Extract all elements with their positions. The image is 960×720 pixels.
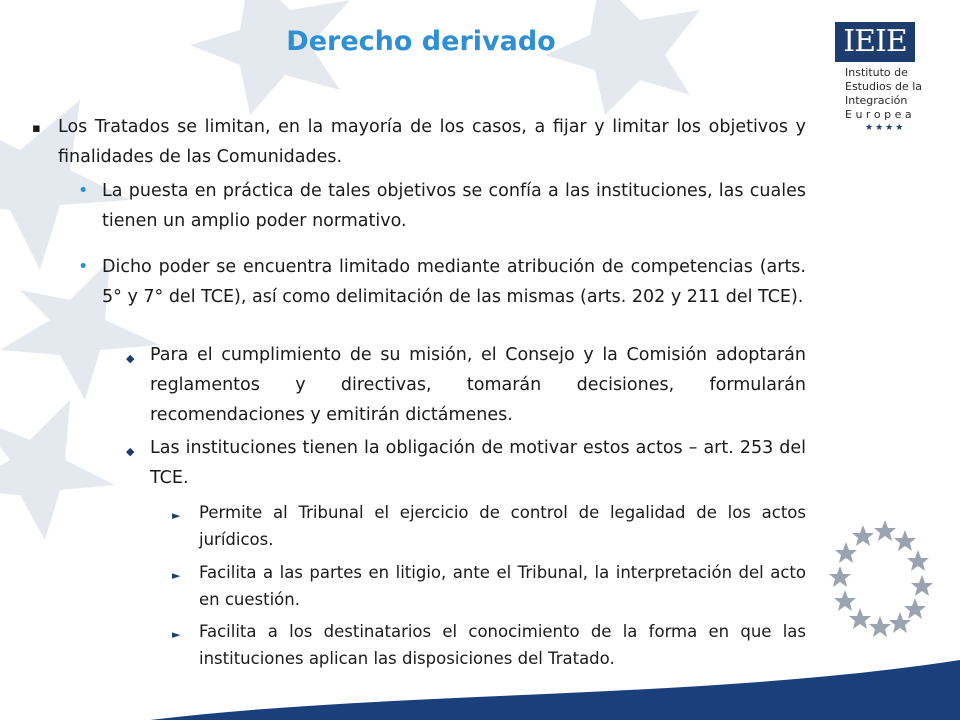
ring-star xyxy=(907,550,929,571)
square-bullet-icon: ▪ xyxy=(32,121,41,136)
list-item: Para el cumplimiento de su misión, el Consejo y la Comisión adoptarán reglamentos y directivas, tomarán decisiones, formularán recomendaciones y emitirán dictámenes. xyxy=(150,345,806,425)
watermark-star xyxy=(545,0,700,115)
ring-star xyxy=(869,616,891,637)
ring-star xyxy=(849,608,871,629)
triangle-bullet-icon: ► xyxy=(172,569,181,582)
logo-text xyxy=(835,66,925,122)
list-item: Permite al Tribunal el ejercicio de control de legalidad de los actos jurídicos. xyxy=(199,503,806,549)
ring-star xyxy=(894,530,916,551)
logo-line: Integración xyxy=(845,94,908,107)
diamond-bullet-icon: ◆ xyxy=(126,352,135,365)
ring-star xyxy=(911,575,933,596)
ring-star xyxy=(835,542,857,563)
triangle-bullet-icon: ► xyxy=(172,628,181,641)
diamond-bullet-icon: ◆ xyxy=(126,445,135,458)
list-item: Facilita a las partes en litigio, ante el Tribunal, la interpretación del acto en cuestión. xyxy=(199,563,806,609)
logo-line: Instituto de xyxy=(845,66,908,79)
logo-line: Estudios de la xyxy=(845,80,923,93)
ring-star xyxy=(874,520,896,541)
list-item: Dicho poder se encuentra limitado mediante atribución de competencias (arts. 5° y 7° del TCE), así como delimitación de las mismas (arts. 202 y 211 del TCE). xyxy=(102,257,806,307)
ring-star xyxy=(829,566,851,587)
watermark-star xyxy=(0,400,115,540)
dot-bullet-icon: • xyxy=(78,181,89,201)
ring-star xyxy=(852,525,874,546)
list-item: Los Tratados se limitan, en la mayoría de los casos, a fijar y limitar los objetivos y finalidades de las Comunidades. xyxy=(58,117,806,167)
ring-star xyxy=(889,612,911,633)
triangle-bullet-icon: ► xyxy=(172,509,181,522)
logo-stars-icon: ★★★★ xyxy=(865,123,906,133)
euro-star-ring xyxy=(829,520,933,637)
logo-line: E u r o p e a xyxy=(845,108,912,121)
page-title: Derecho derivado xyxy=(286,26,556,57)
list-item: La puesta en práctica de tales objetivos se confía a las instituciones, las cuales tienen un amplio poder normativo. xyxy=(102,181,806,231)
dot-bullet-icon: • xyxy=(78,257,89,277)
logo-abbr: IEIE xyxy=(835,22,915,62)
ieie-logo xyxy=(835,22,925,134)
ring-star xyxy=(904,598,926,619)
watermark-star xyxy=(190,0,350,115)
list-item: Facilita a los destinatarios el conocimiento de la forma en que las instituciones aplican las disposiciones del Tratado. xyxy=(199,622,806,668)
ring-star xyxy=(834,590,856,611)
list-item: Las instituciones tienen la obligación de motivar estos actos – art. 253 del TCE. xyxy=(150,438,806,488)
